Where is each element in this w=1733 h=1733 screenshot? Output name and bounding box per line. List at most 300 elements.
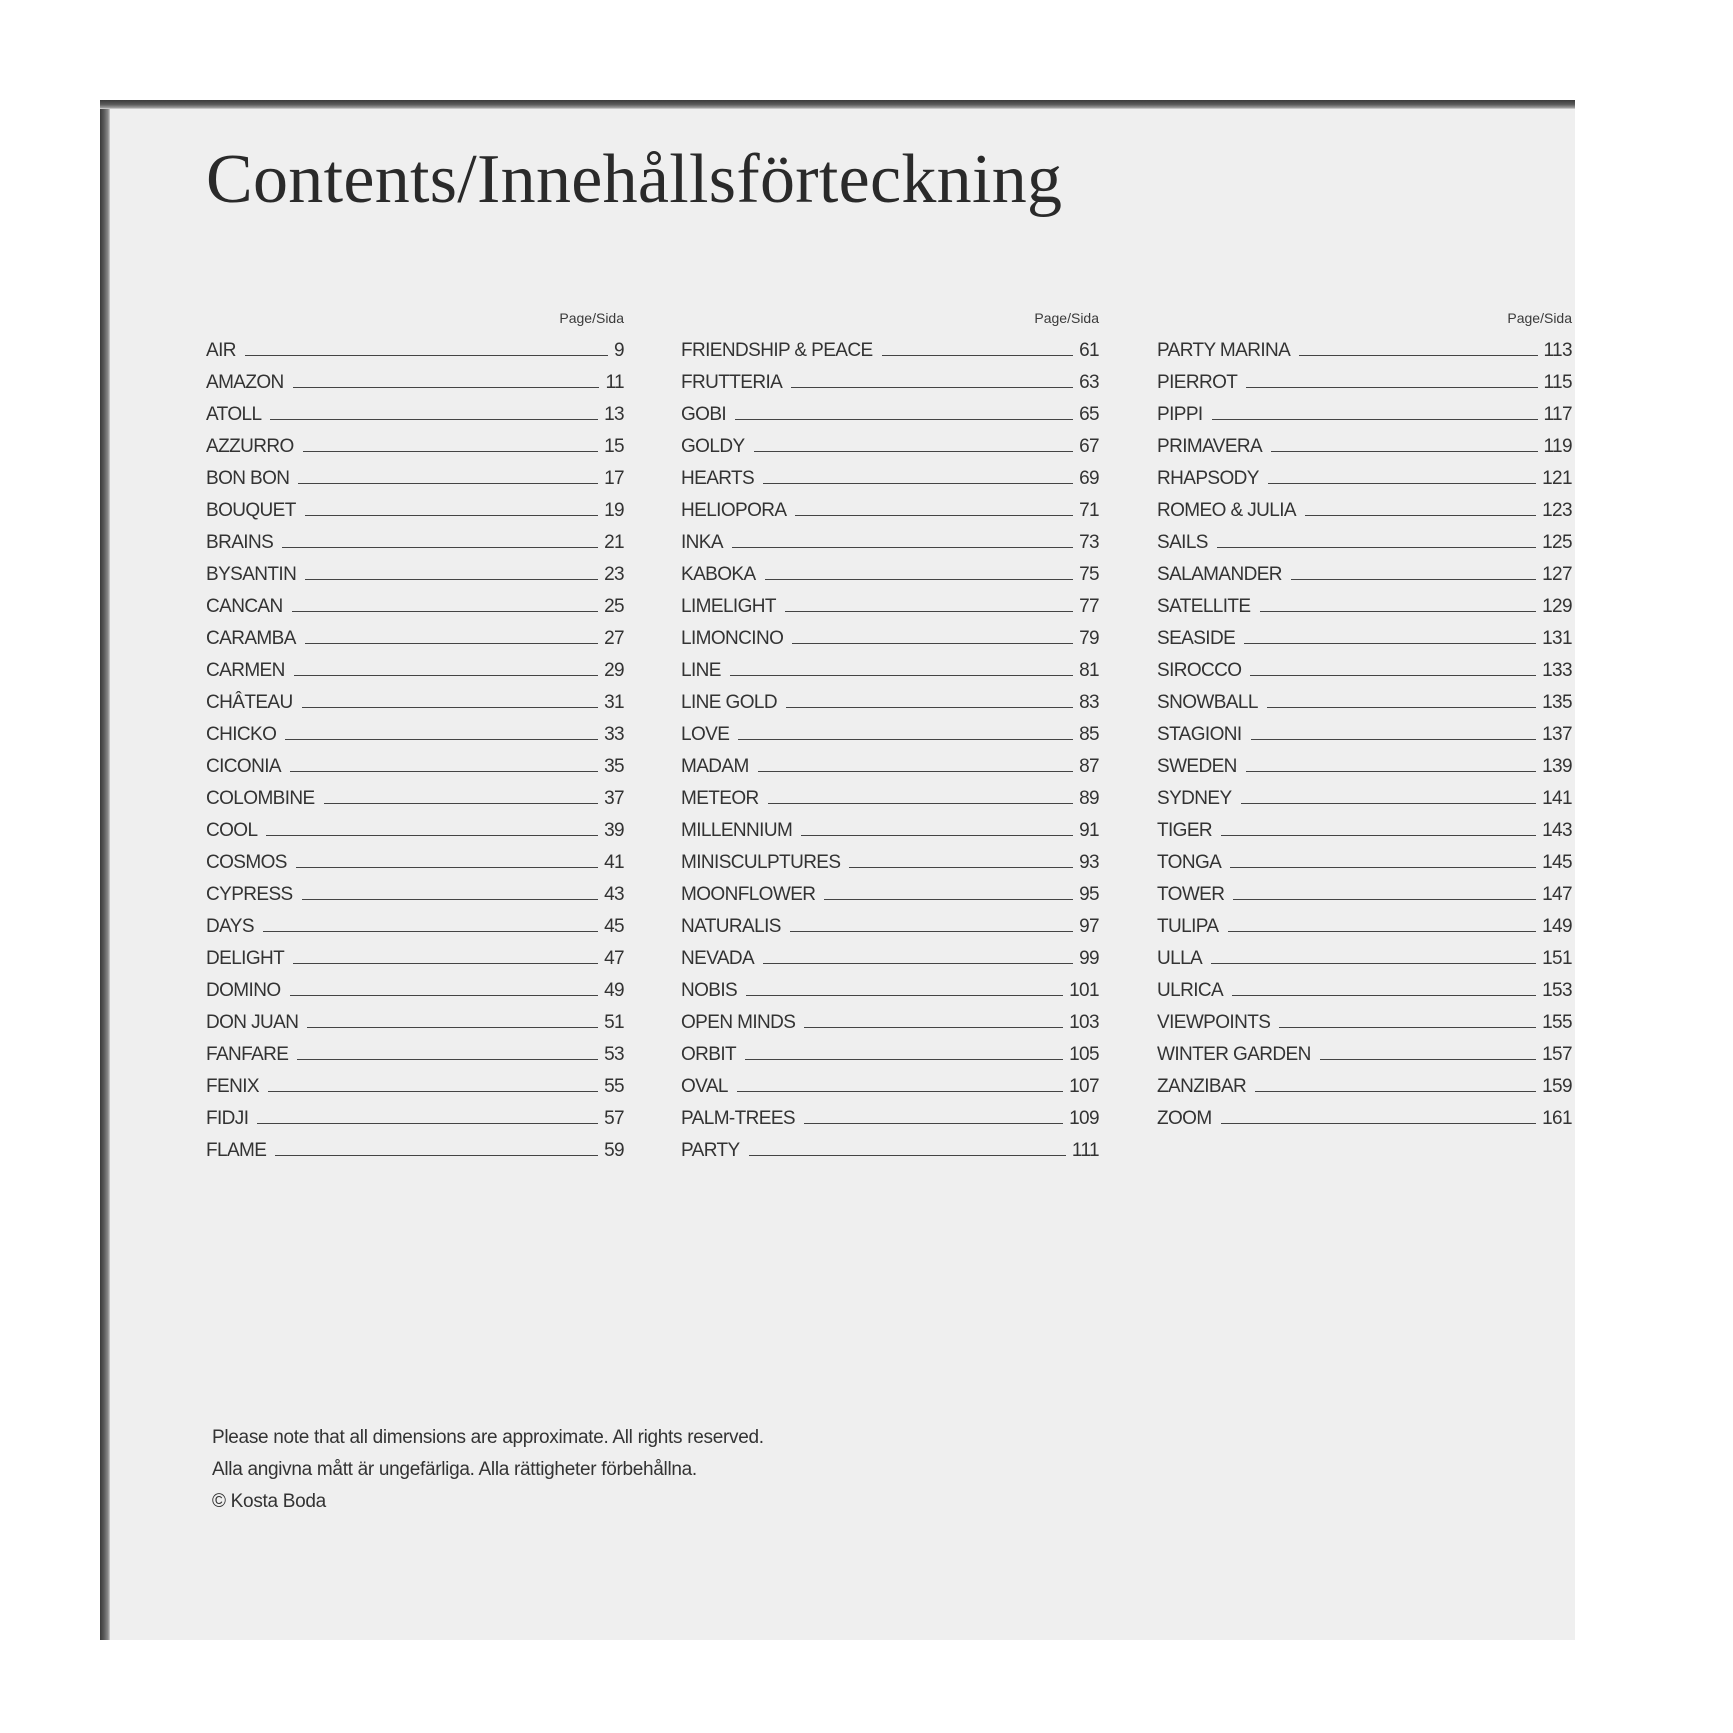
toc-entry [681, 330, 1099, 362]
entry-name: DELIGHT [206, 948, 285, 969]
toc-list [206, 330, 624, 1162]
toc-entry [681, 1034, 1099, 1066]
toc-entry [681, 778, 1099, 810]
toc-entry [681, 970, 1099, 1002]
entry-page-number: 113 [1543, 340, 1572, 361]
leader-line [1232, 995, 1536, 996]
entry-page-number: 99 [1079, 948, 1099, 969]
entry-page-number: 141 [1542, 788, 1572, 809]
entry-name: TIGER [1157, 820, 1213, 841]
toc-entry [1157, 938, 1572, 970]
entry-name: GOBI [681, 404, 727, 425]
entry-name: AZZURRO [206, 436, 294, 457]
entry-page-number: 143 [1542, 820, 1572, 841]
leader-line [282, 547, 598, 548]
entry-page-number: 83 [1079, 692, 1099, 713]
toc-column-3 [1157, 308, 1572, 1130]
entry-page-number: 133 [1542, 660, 1572, 681]
entry-page-number: 117 [1543, 404, 1572, 425]
entry-name: SAILS [1157, 532, 1208, 553]
leader-line [763, 483, 1073, 484]
leader-line [1230, 867, 1536, 868]
leader-line [293, 963, 598, 964]
leader-line [266, 835, 598, 836]
entry-page-number: 43 [604, 884, 624, 905]
toc-entry [1157, 746, 1572, 778]
leader-line [804, 1123, 1063, 1124]
entry-name: GOLDY [681, 436, 745, 457]
toc-entry [681, 650, 1099, 682]
leader-line [290, 771, 598, 772]
entry-page-number: 89 [1079, 788, 1099, 809]
entry-page-number: 119 [1543, 436, 1572, 457]
leader-line [1279, 1027, 1536, 1028]
toc-entry [681, 362, 1099, 394]
toc-entry [1157, 714, 1572, 746]
leader-line [1305, 515, 1536, 516]
entry-name: TULIPA [1157, 916, 1219, 937]
entry-name: HELIOPORA [681, 500, 787, 521]
toc-entry [1157, 842, 1572, 874]
toc-entry [206, 810, 624, 842]
leader-line [746, 995, 1063, 996]
entry-page-number: 55 [604, 1076, 624, 1097]
toc-entry [206, 682, 624, 714]
leader-line [275, 1155, 598, 1156]
toc-entry [681, 426, 1099, 458]
entry-name: INKA [681, 532, 723, 553]
toc-entry [681, 746, 1099, 778]
entry-name: DAYS [206, 916, 254, 937]
toc-entry [681, 394, 1099, 426]
leader-line [305, 579, 598, 580]
toc-entry [681, 906, 1099, 938]
toc-entry [206, 746, 624, 778]
entry-page-number: 111 [1071, 1140, 1099, 1161]
footer-notes [212, 1422, 764, 1518]
entry-name: ORBIT [681, 1044, 737, 1065]
entry-name: FENIX [206, 1076, 259, 1097]
entry-name: MILLENNIUM [681, 820, 793, 841]
entry-name: COSMOS [206, 852, 287, 873]
entry-page-number: 17 [604, 468, 624, 489]
entry-name: PALM-TREES [681, 1108, 796, 1129]
toc-entry [1157, 458, 1572, 490]
toc-list [1157, 330, 1572, 1130]
toc-entry [1157, 970, 1572, 1002]
toc-entry [206, 426, 624, 458]
entry-page-number: 69 [1079, 468, 1099, 489]
leader-line [1221, 835, 1536, 836]
entry-name: LINE [681, 660, 721, 681]
leader-line [293, 387, 600, 388]
entry-name: FANFARE [206, 1044, 289, 1065]
leader-line [738, 739, 1073, 740]
entry-name: LOVE [681, 724, 730, 745]
leader-line [730, 675, 1073, 676]
entry-name: LIMONCINO [681, 628, 784, 649]
leader-line [1299, 355, 1537, 356]
leader-line [1320, 1059, 1536, 1060]
entry-page-number: 37 [604, 788, 624, 809]
entry-name: ZOOM [1157, 1108, 1212, 1129]
entry-page-number: 41 [604, 852, 624, 873]
leader-line [1241, 803, 1537, 804]
entry-page-number: 47 [604, 948, 624, 969]
toc-column-2 [681, 308, 1099, 1162]
toc-entry [206, 586, 624, 618]
leader-line [292, 611, 598, 612]
entry-page-number: 105 [1069, 1044, 1099, 1065]
toc-entry [1157, 778, 1572, 810]
leader-line [791, 387, 1073, 388]
leader-line [1246, 387, 1537, 388]
toc-entry [206, 554, 624, 586]
leader-line [786, 707, 1073, 708]
entry-name: NATURALIS [681, 916, 781, 937]
entry-page-number: 115 [1543, 372, 1572, 393]
toc-entry [681, 938, 1099, 970]
toc-entry [681, 842, 1099, 874]
entry-name: AIR [206, 340, 236, 361]
entry-name: SEASIDE [1157, 628, 1236, 649]
leader-line [263, 931, 598, 932]
leader-line [1250, 675, 1536, 676]
entry-name: SALAMANDER [1157, 564, 1282, 585]
toc-entry [206, 1130, 624, 1162]
leader-line [1260, 611, 1537, 612]
entry-name: RHAPSODY [1157, 468, 1259, 489]
entry-name: VIEWPOINTS [1157, 1012, 1271, 1033]
toc-entry [1157, 330, 1572, 362]
entry-name: MOONFLOWER [681, 884, 816, 905]
leader-line [1217, 547, 1536, 548]
entry-page-number: 81 [1079, 660, 1099, 681]
toc-entry [206, 906, 624, 938]
entry-name: FLAME [206, 1140, 267, 1161]
entry-name: BYSANTIN [206, 564, 297, 585]
leader-line [1268, 483, 1536, 484]
toc-entry [206, 330, 624, 362]
leader-line [792, 643, 1073, 644]
leader-line [763, 963, 1073, 964]
leader-line [749, 1155, 1066, 1156]
leader-line [1228, 931, 1537, 932]
entry-name: BOUQUET [206, 500, 296, 521]
toc-entry [1157, 362, 1572, 394]
toc-entry [206, 1034, 624, 1066]
entry-page-number: 151 [1542, 948, 1572, 969]
entry-page-number: 135 [1542, 692, 1572, 713]
entry-page-number: 75 [1079, 564, 1099, 585]
toc-entry [206, 522, 624, 554]
entry-name: PIERROT [1157, 372, 1238, 393]
entry-name: METEOR [681, 788, 759, 809]
entry-page-number: 137 [1542, 724, 1572, 745]
entry-page-number: 25 [604, 596, 624, 617]
toc-entry [206, 714, 624, 746]
toc-entry [206, 970, 624, 1002]
leader-line [745, 1059, 1063, 1060]
entry-page-number: 35 [604, 756, 624, 777]
leader-line [1244, 643, 1536, 644]
toc-entry [1157, 586, 1572, 618]
toc-entry [1157, 394, 1572, 426]
entry-name: ULRICA [1157, 980, 1224, 1001]
leader-line [1271, 451, 1537, 452]
toc-entry [681, 490, 1099, 522]
leader-line [1267, 707, 1536, 708]
leader-line [849, 867, 1073, 868]
toc-entry [681, 810, 1099, 842]
leader-line [1212, 419, 1538, 420]
toc-entry [1157, 1066, 1572, 1098]
entry-name: FIDJI [206, 1108, 249, 1129]
entry-name: ATOLL [206, 404, 262, 425]
leader-line [735, 419, 1073, 420]
toc-entry [681, 1130, 1099, 1162]
entry-name: OPEN MINDS [681, 1012, 796, 1033]
leader-line [298, 483, 598, 484]
entry-page-number: 93 [1079, 852, 1099, 873]
leader-line [768, 803, 1073, 804]
toc-entry [681, 1098, 1099, 1130]
entry-page-number: 147 [1542, 884, 1572, 905]
leader-line [1221, 1123, 1537, 1124]
entry-page-number: 161 [1542, 1108, 1572, 1129]
leader-line [245, 355, 608, 356]
column-header-page-sida: Page/Sida [1507, 310, 1572, 326]
leader-line [305, 643, 598, 644]
entry-page-number: 13 [604, 404, 624, 425]
entry-name: NEVADA [681, 948, 755, 969]
toc-entry [681, 1066, 1099, 1098]
leader-line [785, 611, 1073, 612]
leader-line [824, 899, 1073, 900]
entry-page-number: 57 [604, 1108, 624, 1129]
entry-page-number: 9 [614, 340, 624, 361]
entry-page-number: 91 [1079, 820, 1099, 841]
leader-line [270, 419, 598, 420]
toc-entry [681, 554, 1099, 586]
entry-name: SIROCCO [1157, 660, 1242, 681]
entry-page-number: 157 [1542, 1044, 1572, 1065]
entry-name: BON BON [206, 468, 290, 489]
entry-name: COLOMBINE [206, 788, 315, 809]
entry-name: PARTY MARINA [1157, 340, 1291, 361]
toc-column-1 [206, 308, 624, 1162]
leader-line [732, 547, 1073, 548]
entry-name: OVAL [681, 1076, 728, 1097]
entry-name: AMAZON [206, 372, 284, 393]
toc-entry [1157, 906, 1572, 938]
column-header-page-sida: Page/Sida [559, 310, 624, 326]
entry-name: HEARTS [681, 468, 755, 489]
toc-entry [681, 874, 1099, 906]
leader-line [765, 579, 1074, 580]
entry-page-number: 101 [1069, 980, 1099, 1001]
entry-page-number: 29 [604, 660, 624, 681]
leader-line [302, 899, 598, 900]
entry-page-number: 125 [1542, 532, 1572, 553]
entry-name: LINE GOLD [681, 692, 777, 713]
leader-line [296, 867, 598, 868]
toc-entry [681, 618, 1099, 650]
leader-line [790, 931, 1073, 932]
page-shadow-edge-left [100, 100, 110, 1640]
toc-entry [206, 938, 624, 970]
toc-entry [206, 842, 624, 874]
toc-entry [1157, 1034, 1572, 1066]
entry-name: SATELLITE [1157, 596, 1251, 617]
entry-name: KABOKA [681, 564, 756, 585]
leader-line [882, 355, 1073, 356]
toc-entry [681, 522, 1099, 554]
toc-entry [1157, 650, 1572, 682]
entry-name: LIMELIGHT [681, 596, 776, 617]
toc-entry [681, 458, 1099, 490]
toc-entry [681, 682, 1099, 714]
toc-entry [1157, 810, 1572, 842]
leader-line [758, 771, 1073, 772]
toc-entry [1157, 682, 1572, 714]
entry-name: CANCAN [206, 596, 283, 617]
entry-name: CHÂTEAU [206, 692, 293, 713]
entry-page-number: 19 [604, 500, 624, 521]
entry-page-number: 61 [1079, 340, 1099, 361]
entry-page-number: 77 [1079, 596, 1099, 617]
entry-page-number: 45 [604, 916, 624, 937]
leader-line [324, 803, 598, 804]
toc-entry [1157, 522, 1572, 554]
toc-entry [206, 618, 624, 650]
entry-name: ROMEO & JULIA [1157, 500, 1296, 521]
entry-name: CYPRESS [206, 884, 293, 905]
toc-entry [1157, 874, 1572, 906]
toc-entry [206, 874, 624, 906]
entry-page-number: 159 [1542, 1076, 1572, 1097]
entry-page-number: 79 [1079, 628, 1099, 649]
page-shadow-edge-top [100, 100, 1575, 109]
entry-page-number: 51 [604, 1012, 624, 1033]
leader-line [303, 451, 598, 452]
entry-name: CHICKO [206, 724, 277, 745]
toc-entry [681, 714, 1099, 746]
toc-list [681, 330, 1099, 1162]
entry-page-number: 127 [1542, 564, 1572, 585]
entry-page-number: 85 [1079, 724, 1099, 745]
footer-note-swedish: Alla angivna mått är ungefärliga. Alla rättigheter förbehållna. [212, 1459, 697, 1480]
leader-line [285, 739, 598, 740]
leader-line [1251, 739, 1537, 740]
toc-entry [206, 1098, 624, 1130]
entry-page-number: 73 [1079, 532, 1099, 553]
entry-page-number: 31 [604, 692, 624, 713]
leader-line [795, 515, 1073, 516]
leader-line [804, 1027, 1063, 1028]
entry-page-number: 21 [604, 532, 624, 553]
toc-entry [206, 1002, 624, 1034]
toc-entry [681, 1002, 1099, 1034]
entry-page-number: 87 [1079, 756, 1099, 777]
entry-name: CARMEN [206, 660, 285, 681]
toc-entry [206, 490, 624, 522]
entry-page-number: 121 [1542, 468, 1572, 489]
leader-line [1211, 963, 1536, 964]
entry-page-number: 33 [604, 724, 624, 745]
entry-name: FRIENDSHIP & PEACE [681, 340, 873, 361]
leader-line [290, 995, 599, 996]
entry-name: PARTY [681, 1140, 740, 1161]
entry-name: DOMINO [206, 980, 281, 1001]
toc-entry [206, 1066, 624, 1098]
page-title: Contents/Innehållsförteckning [206, 141, 1063, 218]
entry-name: COOL [206, 820, 258, 841]
entry-page-number: 49 [604, 980, 624, 1001]
entry-name: SNOWBALL [1157, 692, 1258, 713]
entry-page-number: 123 [1542, 500, 1572, 521]
entry-name: WINTER GARDEN [1157, 1044, 1311, 1065]
entry-name: TONGA [1157, 852, 1222, 873]
entry-page-number: 131 [1542, 628, 1572, 649]
entry-page-number: 39 [604, 820, 624, 841]
entry-name: MINISCULPTURES [681, 852, 841, 873]
entry-name: ZANZIBAR [1157, 1076, 1247, 1097]
toc-entry [206, 778, 624, 810]
entry-name: PIPPI [1157, 404, 1203, 425]
entry-page-number: 11 [605, 372, 624, 393]
entry-page-number: 97 [1079, 916, 1099, 937]
entry-page-number: 155 [1542, 1012, 1572, 1033]
entry-page-number: 71 [1079, 500, 1099, 521]
entry-page-number: 149 [1542, 916, 1572, 937]
column-header-page-sida: Page/Sida [1034, 310, 1099, 326]
entry-page-number: 65 [1079, 404, 1099, 425]
entry-name: CICONIA [206, 756, 281, 777]
leader-line [302, 707, 598, 708]
entry-page-number: 103 [1069, 1012, 1099, 1033]
toc-entry [206, 362, 624, 394]
toc-entry [1157, 426, 1572, 458]
toc-entry [206, 394, 624, 426]
entry-page-number: 59 [604, 1140, 624, 1161]
entry-name: CARAMBA [206, 628, 296, 649]
leader-line [1246, 771, 1536, 772]
entry-name: PRIMAVERA [1157, 436, 1263, 457]
footer-copyright: © Kosta Boda [212, 1491, 326, 1512]
entry-name: NOBIS [681, 980, 738, 1001]
entry-page-number: 63 [1079, 372, 1099, 393]
leader-line [268, 1091, 598, 1092]
leader-line [257, 1123, 598, 1124]
toc-entry [206, 650, 624, 682]
entry-name: SWEDEN [1157, 756, 1237, 777]
entry-page-number: 23 [604, 564, 624, 585]
entry-page-number: 139 [1542, 756, 1572, 777]
toc-entry [206, 458, 624, 490]
toc-entry [1157, 1098, 1572, 1130]
entry-page-number: 109 [1069, 1108, 1099, 1129]
toc-entry [1157, 1002, 1572, 1034]
leader-line [307, 1027, 598, 1028]
entry-page-number: 15 [604, 436, 624, 457]
entry-name: FRUTTERIA [681, 372, 783, 393]
leader-line [801, 835, 1073, 836]
footer-note-english: Please note that all dimensions are approximate. All rights reserved. [212, 1427, 764, 1448]
leader-line [754, 451, 1074, 452]
entry-page-number: 145 [1542, 852, 1572, 873]
entry-name: TOWER [1157, 884, 1225, 905]
